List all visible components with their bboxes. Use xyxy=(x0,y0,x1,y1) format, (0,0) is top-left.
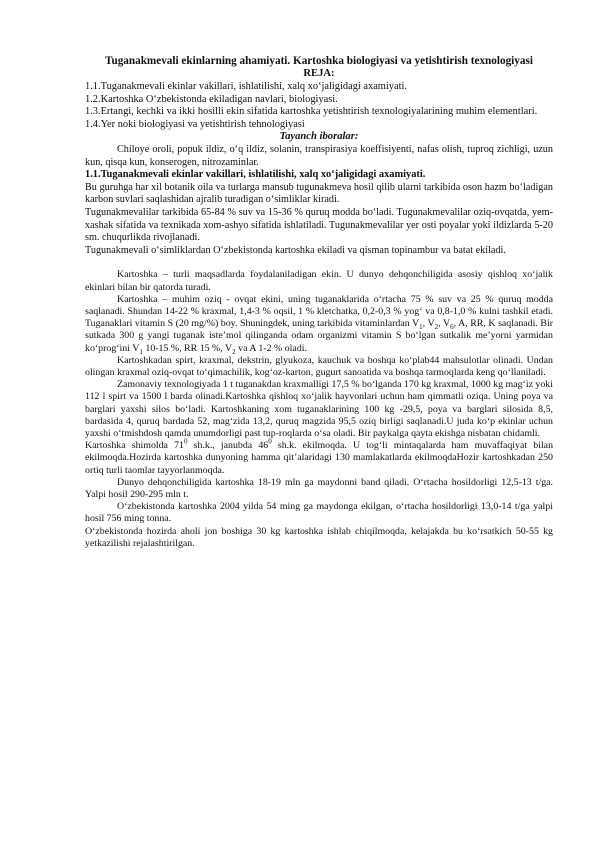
paragraph-4: Kartoshka – turli maqsadlarda foydalaniladigan ekin. U dunyo dehqonchiligida asosiy qishloq xo‘jalik ekinlari bilan bir qatorda turadi. xyxy=(85,269,553,293)
paragraph-11: O‘zbekistonda hozirda aholi jon boshiga 30 kg kartoshka ishlab chiqilmoqda, kelajakda bu ko‘rsatkich 50-55 kg yetkazilishi rejalashtirilgan. xyxy=(85,525,553,549)
paragraph-1: Bu guruhga har xil botanik oila va turlarga mansub tugunakmeva hosil qilib ularni tarkibida oson hazm bo‘ladigan karbon suvlari saqlashidan ajralib turadigan o‘simliklar kiradi. xyxy=(85,181,553,206)
plan-heading: REJA: xyxy=(303,68,335,80)
keywords-text: Chiloye oroli, popuk ildiz, o‘q ildiz, solanin, transpirasiya koeffisiyenti, nafas olish, tuproq zichligi, uzun kun, qisqa kun, konserogen, nitrozaminlar. xyxy=(85,143,553,168)
section-heading: 1.1.Tuganakmevali ekinlar vakillari, ishlatilishi, xalq xo‘jaligidagi axamiyati. xyxy=(85,169,426,181)
plan-item-3: 1.3.Ertangi, kechki va ikki hosilli ekin sifatida kartoshka yetishtirish texnologiyalarining muhim elementlari. xyxy=(85,106,538,118)
paragraph-10: O‘zbekistonda kartoshka 2004 yilda 54 ming ga maydonga ekilgan, o‘rtacha hosildorligi 13,0-14 t/ga yalpi hosil 756 ming tonna. xyxy=(85,501,553,525)
paragraph-5: Kartoshka – muhim oziq - ovqat ekini, uning tuganaklarida o‘rtacha 75 % suv va 25 % quruq modda saqlanadi. Shundan 14-22 % kraxmal, 1,4-3 % oqsil, 1 % kletchatka, 0,2-0,3 % yog‘ va 0,8-1,0 % kulni tashkil etadi. Tuganaklari vitamin S (20 mg/%) boy. Shuningdek, uning tarkibida vitaminlardan $V_1$, $V_2$, $V_6$, A, RR, K saqlanadi. Bir sutkada 300 g yangi tuganak iste’mol qilinganda odam organizmi vitamin S bo‘lgan sutkalik me’yorni yarmidan ko‘prog‘ini $V_1$ 10-15 %, RR 15 %, $V_2$ va A 1-2 % oladi. xyxy=(85,293,553,356)
paragraph-7: Zamonaviy texnologiyada 1 t tuganakdan kraxmalligi 17,5 % bo‘lganda 170 kg kraxmal, 1000 kg mag‘iz yoki 112 l spirt va 1500 l barda olinadi.Kartoshka qishloq xo‘jalik hayvonlari uchun ham qimmatli oziqa. Uning poya va barglari yaxshi silos bo‘ladi. Kartoshkaning xom tuganaklarining 100 kg -29,5, poya va barglari silosida 8,5, bardasida 4, quruq bardada 52, mag‘zida 13,2, quruq magzida 95,5 oziq birligi saqlanadi.U juda ko‘p ekinlar uchun yaxshi o‘tmishdosh qamda unumdorligi past tup-roqlarda o‘sa oladi. Bir paykalga qayta ekishga nisbatan chidamli. xyxy=(85,379,553,439)
document-title: Tuganakmevali ekinlarning ahamiyati. Kartoshka biologiyasi va yetishtirish texnologiyasi xyxy=(105,55,533,67)
paragraph-gap xyxy=(85,257,553,269)
document-page xyxy=(85,55,553,550)
paragraph-3: Tugunakmevali o‘simliklardan O‘zbekistonda kartoshka ekiladi va qisman topinambur va batat ekiladi. xyxy=(85,244,506,256)
plan-item-4: 1.4.Yer noki biologiyasi va yetishtirish tehnologiyasi xyxy=(85,118,305,130)
keywords-heading: Tayanch iboralar: xyxy=(279,131,359,143)
paragraph-2: Tugunakmevalilar tarkibida 65-84 % suv va 15-36 % quruq modda bo‘ladi. Tugunakmevalilar oziq-ovqatda, yem-xashak sifatida va texnikada xom-ashyo sifatida ishlatiladi. Tugunakmevalilar yer osti poyalar yoki ildizlarda 5-20 sm. chuqurlikda rivojlanadi. xyxy=(85,206,553,244)
plan-item-2: 1.2.Kartoshka O‘zbekistonda ekiladigan navlari, biologiyasi. xyxy=(85,93,338,105)
paragraph-8: Kartoshka shimolda $71^0$ sh.k., janubda $46^0$ sh.k. ekilmoqda. U tog‘li mintaqalarda ham muvaffaqiyat bilan ekilmoqda.Hozirda kartoshka dunyoning hamma qit’alaridagi 130 mamlakatlarda ekilmoqdaHozir kartoshkadan 250 ortiq turli taomlar tayyorlanmoqda. xyxy=(85,437,554,476)
paragraph-9: Dunyo dehqonchiligida kartoshka 18-19 mln ga maydonni band qiladi. O‘rtacha hosildorligi 12,5-13 t/ga. Yalpi hosil 290-295 mln t. xyxy=(85,476,553,500)
paragraph-6: Kartoshkadan spirt, kraxmal, dekstrin, glyukoza, kauchuk va boshqa ko‘plab44 mahsulotlar olinadi. Undan olingan kraxmal oziq-ovqat to‘qimachilik, kog‘oz-karton, gugurt sanoatida va boshqa tarmoqlarda keng qo‘llaniladi. xyxy=(85,354,553,378)
plan-item-1: 1.1.Tuganakmevali ekinlar vakillari, ishlatilishi, xalq xo‘jaligidagi axamiyati. xyxy=(85,81,407,92)
